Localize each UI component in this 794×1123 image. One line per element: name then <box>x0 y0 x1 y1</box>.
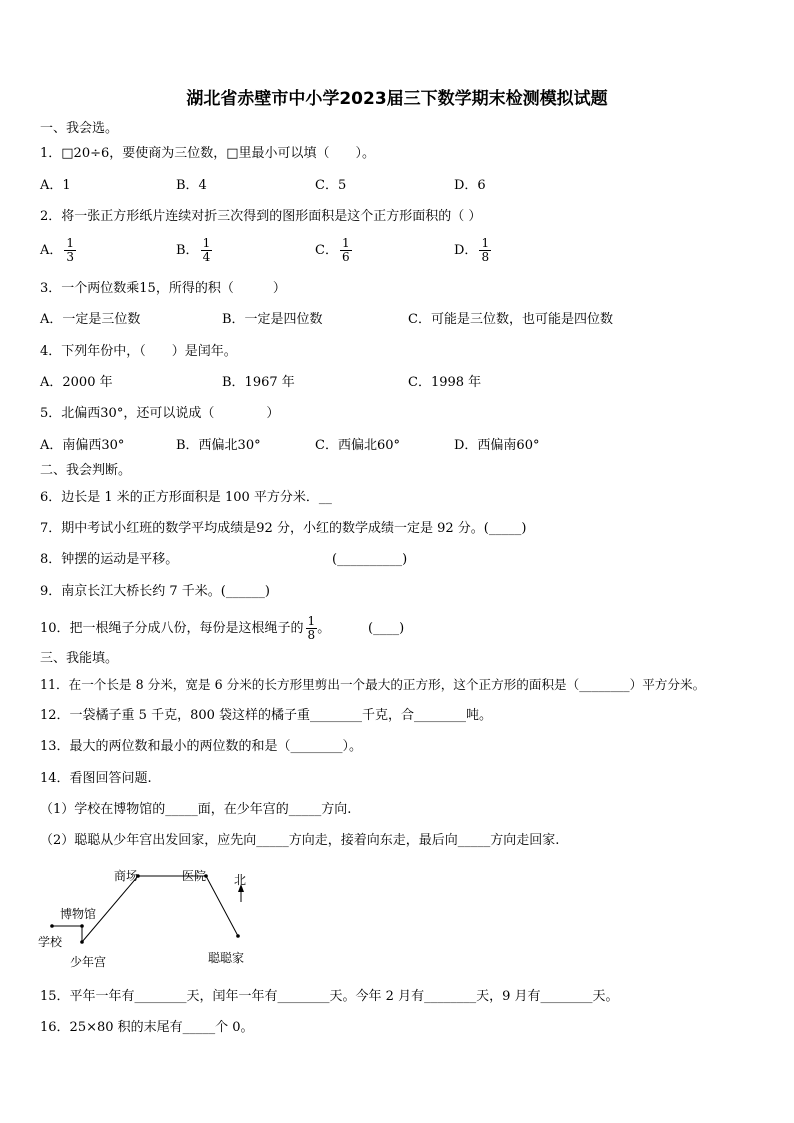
question-5: 5．北偏西30°，还可以说成（ ） <box>40 406 280 421</box>
direction-map <box>30 862 270 974</box>
question-14-part-2: （2）聪聪从少年宫出发回家，应先向_____方向走，接着向东走，最后向_____方向走回家. <box>40 833 560 848</box>
question-8-blank: (__________) <box>332 552 408 567</box>
option-3b: B．一定是四位数 <box>222 312 323 327</box>
node-museum <box>80 924 84 928</box>
node-youth-palace <box>80 940 84 944</box>
option-4c: C．1998 年 <box>408 375 482 390</box>
page-title: 湖北省赤壁市中小学2023届三下数学期末检测模拟试题 <box>186 89 608 109</box>
label-hospital: 医院 <box>182 869 207 883</box>
option-2c: C． $\frac{1}{6}$ <box>315 236 350 264</box>
question-11: 11．在一个长是 8 分米，宽是 6 分米的长方形里剪出一个最大的正方形，这个正方形的面积是（________）平方分米。 <box>40 677 706 692</box>
label-school: 学校 <box>38 935 63 949</box>
label-youth-palace: 少年宫 <box>70 955 107 969</box>
question-7: 7．期中考试小红班的数学平均成绩是92 分，小红的数学成绩一定是 92 分。(_____) <box>40 521 527 536</box>
question-10: 10．把一根绳子分成八份，每份是这根绳子的 $\frac{1}{8}$ 。 <box>40 614 331 642</box>
question-16: 16．25×80 积的末尾有_____个 0。 <box>40 1020 254 1035</box>
label-north: 北 <box>234 873 247 887</box>
node-school <box>50 924 54 928</box>
option-1d: D．6 <box>454 178 486 193</box>
question-9: 9．南京长江大桥长约 7 千米。(______) <box>40 584 270 599</box>
label-mall: 商场 <box>114 869 139 883</box>
option-2d: D． $\frac{1}{8}$ <box>454 236 490 264</box>
option-5c: C．西偏北60° <box>315 438 400 453</box>
section-heading-3: 三、我能填。 <box>40 651 119 666</box>
question-15: 15．平年一年有________天，闰年一年有________天。今年 2 月有________天，9 月有________天。 <box>40 989 619 1004</box>
section-heading-2: 二、我会判断。 <box>40 463 132 478</box>
option-4b: B．1967 年 <box>222 375 295 390</box>
question-12: 12．一袋橘子重 5 千克，800 袋这样的橘子重________千克，合________吨。 <box>40 708 493 723</box>
option-5a: A．南偏西30° <box>40 438 125 453</box>
question-2: 2．将一张正方形纸片连续对折三次得到的图形面积是这个正方形面积的（ ） <box>40 209 482 224</box>
question-13: 13．最大的两位数和最小的两位数的和是（________）。 <box>40 739 363 754</box>
question-4: 4．下列年份中，（ ）是闰年。 <box>40 344 237 359</box>
option-1b: B．4 <box>176 178 207 193</box>
question-10-blank: (____) <box>368 621 405 636</box>
option-4a: A．2000 年 <box>40 375 113 390</box>
label-museum: 博物馆 <box>60 907 97 921</box>
question-1: 1．□20÷6，要使商为三位数，□里最小可以填（ ）。 <box>40 146 376 161</box>
section-heading-1: 一、我会选。 <box>40 121 119 136</box>
path-youth-home <box>82 876 238 942</box>
node-home <box>236 934 240 938</box>
option-2b: B． $\frac{1}{4}$ <box>176 236 211 264</box>
option-2a: A． $\frac{1}{3}$ <box>40 236 75 264</box>
question-6: 6．边长是 1 米的正方形面积是 100 平方分米．__ <box>40 490 332 505</box>
question-14: 14．看图回答问题. <box>40 771 152 786</box>
question-14-part-1: （1）学校在博物馆的_____面，在少年宫的_____方向. <box>40 802 352 817</box>
option-3a: A．一定是三位数 <box>40 312 141 327</box>
option-3c: C．可能是三位数，也可能是四位数 <box>408 312 613 327</box>
question-3: 3．一个两位数乘15，所得的积（ ） <box>40 281 286 296</box>
option-5b: B．西偏北30° <box>176 438 261 453</box>
question-8: 8．钟摆的运动是平移。 <box>40 552 179 567</box>
label-home: 聪聪家 <box>208 951 245 965</box>
option-1a: A．1 <box>40 178 71 193</box>
option-5d: D．西偏南60° <box>454 438 540 453</box>
option-1c: C．5 <box>315 178 347 193</box>
